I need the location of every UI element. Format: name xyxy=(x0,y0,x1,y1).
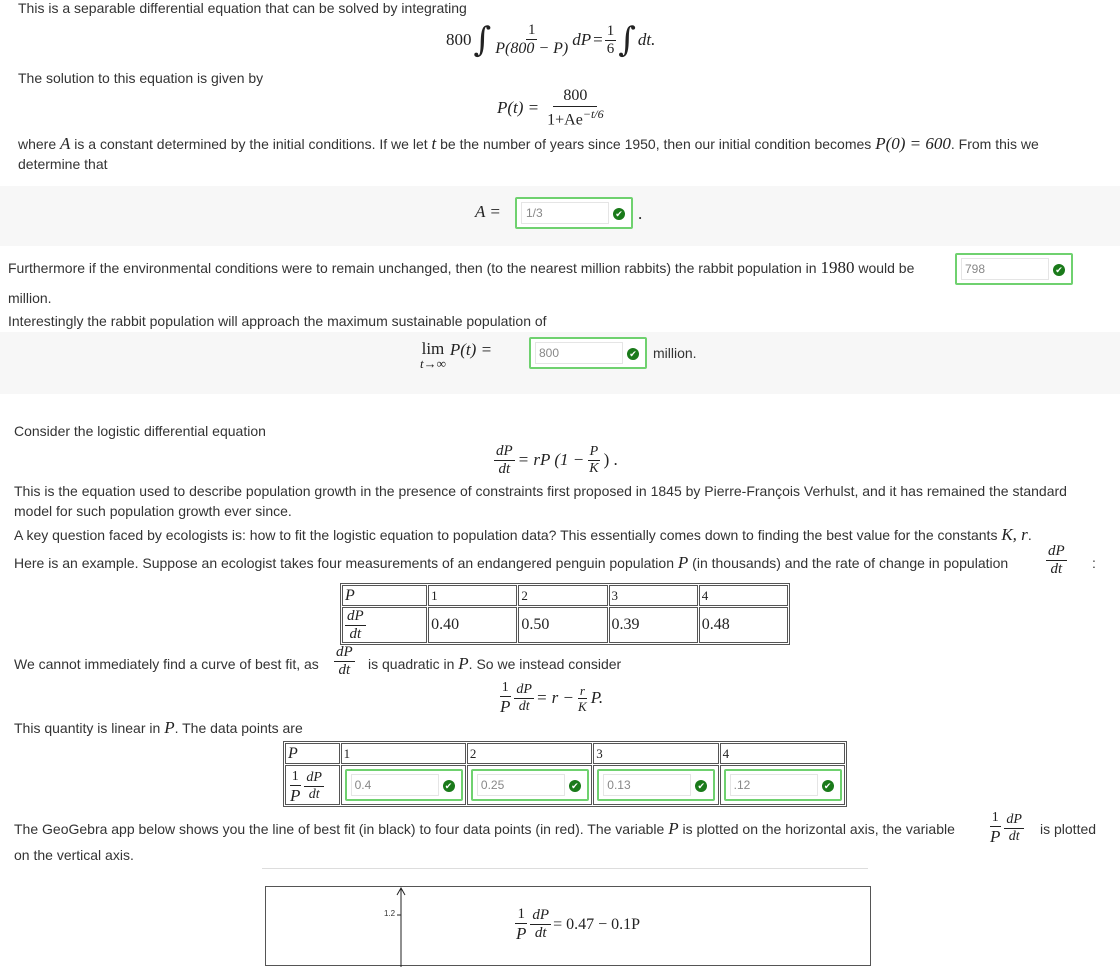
slope-answer-field-1[interactable] xyxy=(345,769,463,801)
cannot-text-a: We cannot immediately find a curve of best fit, as xyxy=(14,656,319,672)
answer-value: 0.13 xyxy=(607,778,631,792)
example-derivative-frac xyxy=(1046,544,1067,577)
solution-denominator xyxy=(545,107,605,128)
table-header-P: P xyxy=(342,585,427,606)
cannot-part-c: . So we instead consider xyxy=(468,656,622,672)
integral-equals: = xyxy=(593,30,603,49)
geogebra-var-P: P xyxy=(990,827,1001,846)
where-part-b: is a constant determined by the initial conditions. If we let xyxy=(70,136,432,152)
table-header-dPdt xyxy=(342,607,427,643)
check-icon: ✔ xyxy=(695,780,707,792)
limit-subscript: t→∞ xyxy=(420,356,446,371)
pop-1980-answer-field[interactable] xyxy=(955,253,1073,285)
table-cell: 2 xyxy=(518,585,607,606)
linear-dp: dP xyxy=(516,681,532,697)
slope-answer-field-2[interactable] xyxy=(471,769,589,801)
geo-eq-P: P xyxy=(516,924,527,943)
solution-exponent: −t/6 xyxy=(582,106,604,121)
table-cell: 0.40 xyxy=(428,607,517,643)
geogebra-equation xyxy=(514,907,640,942)
table-cell: 1 xyxy=(341,743,466,764)
check-icon: ✔ xyxy=(627,348,639,360)
linear-middle: = r − xyxy=(535,688,575,707)
geogebra-dp: dP xyxy=(1006,811,1022,827)
geo-eq-dp: dP xyxy=(532,907,550,923)
answer-value: .12 xyxy=(733,778,751,792)
cannot-dt: dt xyxy=(338,662,351,678)
linear-K: K xyxy=(578,698,587,714)
linear-one-over-P xyxy=(498,681,512,715)
where-t: t xyxy=(431,134,437,153)
description-line-2: model for such population growth ever since. xyxy=(14,503,292,519)
example-derivative xyxy=(1046,544,1067,577)
limit-operator xyxy=(420,340,446,370)
million-text: million. xyxy=(8,290,52,306)
key-question xyxy=(14,525,1032,545)
cannot-part-b: is quadratic in xyxy=(368,656,459,672)
pop-1980-value: 798 xyxy=(965,262,986,276)
answer-value: 0.25 xyxy=(480,778,505,792)
linear-text-P: P xyxy=(164,718,175,737)
geogebra-text-c: is plotted xyxy=(1040,821,1097,837)
linear-one: 1 xyxy=(501,680,509,695)
table2-header-expr xyxy=(285,765,340,805)
integral-coefficient: 800 xyxy=(446,30,472,49)
logistic-dt: dt xyxy=(498,460,511,477)
table2-one: 1 xyxy=(291,768,299,784)
table-row xyxy=(285,765,845,805)
linear-text-b: . The data points are xyxy=(174,720,303,736)
solution-numerator: 800 xyxy=(553,88,597,107)
linear-text xyxy=(14,718,303,738)
table2-header-P: P xyxy=(285,743,340,764)
cannot-text-b xyxy=(368,654,621,674)
geogebra-text-a xyxy=(14,819,955,839)
linear-r-over-K xyxy=(576,684,589,713)
key-question-text: A key question faced by ecologists is: how to fit the logistic equation to population data? This essentially comes down to finding the best value for the constants xyxy=(14,527,1002,543)
example-P: P xyxy=(677,553,689,572)
table1-derivative xyxy=(345,609,366,642)
rhs-dt: dt. xyxy=(637,30,656,49)
where-condition: P(0) = 600 xyxy=(875,134,951,153)
linear-text-a: This quantity is linear in xyxy=(14,720,165,736)
example-colon: : xyxy=(1092,555,1096,571)
table2-derivative xyxy=(304,771,324,802)
linear-dt: dt xyxy=(518,698,530,714)
table-cell: 0.48 xyxy=(699,607,788,643)
answer-value: 0.4 xyxy=(354,778,372,792)
A-period: . xyxy=(638,204,643,223)
table2-one-over-P xyxy=(288,770,302,804)
limit-function: P(t) = xyxy=(449,340,493,359)
table1-dp: dP xyxy=(347,607,364,624)
table-cell: 0.39 xyxy=(609,607,698,643)
logistic-middle: = rP (1 − xyxy=(517,450,585,469)
check-icon: ✔ xyxy=(822,780,834,792)
geogebra-derivative xyxy=(1004,813,1024,844)
table-cell: 4 xyxy=(699,585,788,606)
table-cell: 1 xyxy=(428,585,517,606)
key-question-end: . xyxy=(1027,527,1032,543)
solution-equation xyxy=(497,86,606,130)
slope-answer-field-4[interactable] xyxy=(724,769,842,801)
table-cell xyxy=(341,765,466,805)
logistic-end: ) . xyxy=(603,450,618,469)
integral-equation xyxy=(446,14,655,66)
geo-eq-derivative xyxy=(530,908,551,941)
table-cell: 3 xyxy=(609,585,698,606)
integral-denominator: P(800 − P) xyxy=(495,40,569,57)
y-tick-label: 1.2 xyxy=(384,909,396,918)
table-row xyxy=(342,585,788,606)
cannot-derivative-frac xyxy=(334,645,355,678)
table-cell xyxy=(593,765,718,805)
geogebra-P: P xyxy=(668,819,679,838)
where-text xyxy=(18,134,1108,154)
determine-text: determine that xyxy=(18,156,108,172)
cannot-dp: dP xyxy=(336,644,353,660)
integral-fraction xyxy=(493,23,570,57)
key-question-constants: K, r xyxy=(1001,525,1028,544)
example-dp: dP xyxy=(1048,543,1065,559)
logistic-equation xyxy=(494,440,618,480)
table-cell: 0.50 xyxy=(518,607,607,643)
geogebra-applet[interactable] xyxy=(265,886,871,966)
table2-dp: dP xyxy=(306,770,322,785)
integral-sign-rhs: ∫ xyxy=(618,20,636,60)
table1-dt: dt xyxy=(349,625,362,642)
check-icon: ✔ xyxy=(613,208,625,220)
linear-end: P. xyxy=(590,688,604,707)
example-text xyxy=(14,553,1008,573)
description-line-1: This is the equation used to describe population growth in the presence of constraints first proposed in 1845 by Pierre-François Verhulst, and it has remained the standard xyxy=(14,483,1067,499)
solution-den-base: 1+Ae xyxy=(547,111,583,129)
solution-fraction xyxy=(545,88,605,128)
table2-dt: dt xyxy=(308,787,320,802)
geogebra-one: 1 xyxy=(991,810,999,825)
logistic-derivative xyxy=(494,444,515,477)
limit-expression xyxy=(420,340,492,370)
rhs-numerator: 1 xyxy=(606,22,615,39)
table-cell: 3 xyxy=(593,743,718,764)
geo-eq-rhs: = 0.47 − 0.1P xyxy=(553,915,641,933)
penguin-data-table xyxy=(340,583,790,645)
geogebra-variable xyxy=(988,811,1024,845)
linearized-data-table xyxy=(283,741,847,807)
example-dt: dt xyxy=(1050,561,1063,577)
geogebra-part-a: The GeoGebra app below shows you the line of best fit (in black) to four data points (in red). The variable xyxy=(14,821,669,837)
check-icon: ✔ xyxy=(1053,264,1065,276)
check-icon: ✔ xyxy=(443,780,455,792)
table2-expr xyxy=(288,770,324,804)
cannot-derivative xyxy=(334,645,355,678)
example-part-b: (in thousands) and the rate of change in population xyxy=(688,555,1009,571)
A-label: A = xyxy=(475,202,501,221)
table-row xyxy=(285,743,845,764)
geo-eq-one-over-P xyxy=(514,907,528,942)
example-part-a: Here is an example. Suppose an ecologist takes four measurements of an endangered penguin population xyxy=(14,555,678,571)
check-icon: ✔ xyxy=(569,780,581,792)
where-part-d: . From this we xyxy=(950,136,1039,152)
rhs-fraction xyxy=(605,24,617,57)
A-answer-field[interactable] xyxy=(515,197,633,229)
logistic-dp: dP xyxy=(496,442,513,459)
approach-text: Interestingly the rabbit population will approach the maximum sustainable population of xyxy=(8,313,547,329)
logistic-p: P xyxy=(589,443,599,459)
furthermore-part-b: would be xyxy=(854,260,915,276)
geo-eq-dt: dt xyxy=(534,925,547,941)
cannot-P: P xyxy=(458,654,469,673)
divider xyxy=(262,868,868,869)
solution-text: The solution to this equation is given by xyxy=(18,70,264,86)
geogebra-text-d: on the vertical axis. xyxy=(14,847,134,863)
where-A: A xyxy=(60,134,71,153)
table-row xyxy=(342,607,788,643)
geo-eq-one: 1 xyxy=(517,906,525,922)
A-answer-value: 1/3 xyxy=(526,206,543,220)
consider-text: Consider the logistic differential equation xyxy=(14,423,266,439)
where-part-c: be the number of years since 1950, then our initial condition becomes xyxy=(436,136,876,152)
geogebra-one-over-P xyxy=(988,811,1002,845)
table-cell: 2 xyxy=(467,743,592,764)
limit-unit: million. xyxy=(653,345,697,361)
limit-answer-field[interactable] xyxy=(529,337,647,369)
furthermore-part-a: Furthermore if the environmental conditions were to remain unchanged, then (to the nearest million rabbits) the rabbit population in xyxy=(8,260,821,276)
slope-answer-field-3[interactable] xyxy=(597,769,715,801)
where-part-a: where xyxy=(18,136,61,152)
geogebra-part-b: is plotted on the horizontal axis, the variable xyxy=(678,821,955,837)
solution-lhs: P(t) = xyxy=(497,98,540,117)
linear-P: P xyxy=(500,697,511,716)
linear-r: r xyxy=(579,682,585,698)
logistic-p-over-k xyxy=(587,445,600,476)
geogebra-dt: dt xyxy=(1008,828,1020,844)
intro-text: This is a separable differential equation that can be solved by integrating xyxy=(18,0,467,16)
limit-label: lim xyxy=(421,339,445,358)
table-cell xyxy=(720,765,845,805)
table-cell xyxy=(467,765,592,805)
integral-dp: dP xyxy=(572,30,592,49)
limit-answer-value: 800 xyxy=(539,346,560,360)
integral-numerator: 1 xyxy=(527,22,536,38)
linear-equation xyxy=(498,680,603,716)
integral-sign: ∫ xyxy=(473,20,492,60)
rhs-denominator: 6 xyxy=(606,40,615,57)
furthermore-year: 1980 xyxy=(820,258,855,277)
table-cell: 4 xyxy=(720,743,845,764)
furthermore-text xyxy=(8,258,914,278)
table2-P: P xyxy=(290,785,301,805)
logistic-k: K xyxy=(589,460,599,476)
linear-derivative xyxy=(514,683,534,714)
